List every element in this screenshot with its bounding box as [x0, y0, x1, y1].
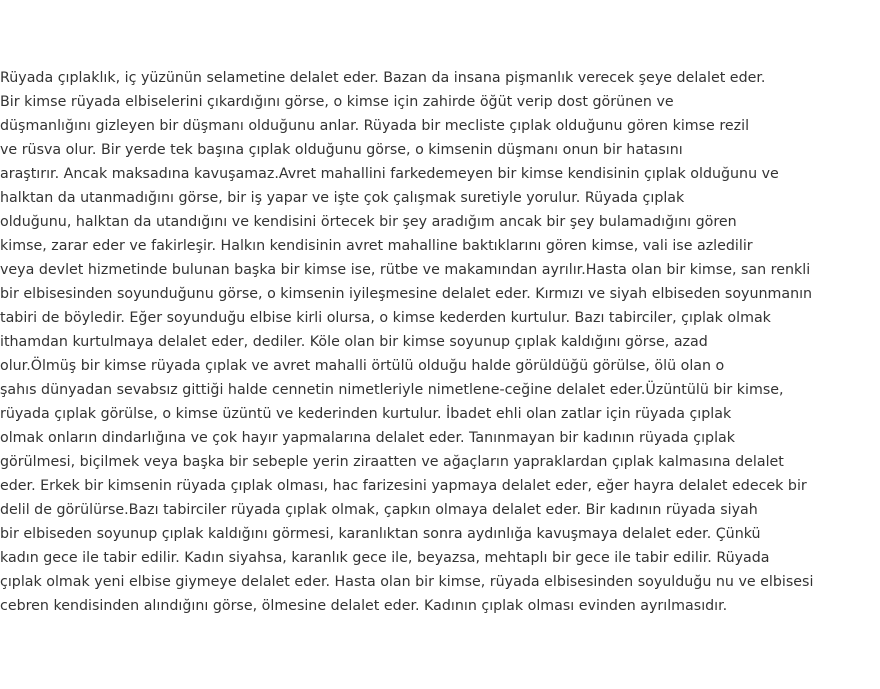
text-line: düşmanlığını gizleyen bir düşmanı olduğunu anlar. Rüyada bir mecliste çıplak olduğunu gören kimse rezil — [0, 118, 750, 134]
text-line: olduğunu, halktan da utandığını ve kendisini örtecek bir şey aradığım ancak bir şey bulamadığını gören — [0, 214, 737, 230]
text-line: Rüyada çıplaklık, iç yüzünün selametine delalet eder. Bazan da insana pişmanlık verecek şeye delalet eder. — [0, 70, 766, 86]
text-line: şahıs dünyadan sevabsız gittiği halde cennetin nimetleriyle nimetlene-ceğine delalet eder.Üzüntülü bir kimse, — [0, 382, 784, 398]
text-line: araştırır. Ancak maksadına kavuşamaz.Avret mahallini farkedemeyen bir kimse kendisinin çıplak olduğunu ve — [0, 166, 779, 182]
text-line: görülmesi, biçilmek veya başka bir sebeple yerin ziraatten ve ağaçların yapraklardan çıplak kalmasına delalet — [0, 454, 784, 470]
text-line: ve rüsva olur. Bir yerde tek başına çıplak olduğunu görse, o kimsenin düşmanı onun bir hatasını — [0, 142, 683, 158]
text-line: eder. Erkek bir kimsenin rüyada çıplak olması, hac farizesini yapmaya delalet eder, eğer hayra delalet edecek bir — [0, 478, 807, 494]
text-line: tabiri de böyledir. Eğer soyunduğu elbise kirli olursa, o kimse kederden kurtulur. Bazı tabirciler, çıplak olmak — [0, 310, 771, 326]
text-line: çıplak olmak yeni elbise giymeye delalet eder. Hasta olan bir kimse, rüyada elbisesinden soyulduğu nu ve elbisesi — [0, 574, 814, 590]
article-body — [0, 66, 880, 618]
text-line: rüyada çıplak görülse, o kimse üzüntü ve kederinden kurtulur. İbadet ehli olan zatlar için rüyada çıplak — [0, 406, 732, 422]
text-line: delil de görülürse.Bazı tabirciler rüyada çıplak olmak, çapkın olmaya delalet eder. Bir kadının rüyada siyah — [0, 502, 758, 518]
text-line: bir elbiseden soyunup çıplak kaldığını görmesi, karanlıktan sonra aydınlığa kavuşmaya delalet eder. Çünkü — [0, 526, 761, 542]
text-line: kimse, zarar eder ve fakirleşir. Halkın kendisinin avret mahalline baktıklarını gören kimse, vali ise azledilir — [0, 238, 753, 254]
text-line: veya devlet hizmetinde bulunan başka bir kimse ise, rütbe ve makamından ayrılır.Hasta olan bir kimse, san renkli — [0, 262, 811, 278]
text-line: Bir kimse rüyada elbiselerini çıkardığını görse, o kimse için zahirde öğüt verip dost görünen ve — [0, 94, 674, 110]
text-line: olur.Ölmüş bir kimse rüyada çıplak ve avret mahalli örtülü olduğu halde görüldüğü görülse, ölü olan o — [0, 358, 725, 374]
text-line: kadın gece ile tabir edilir. Kadın siyahsa, karanlık gece ile, beyazsa, mehtaplı bir gece ile tabir edilir. Rüyada — [0, 550, 770, 566]
text-line: halktan da utanmadığını görse, bir iş yapar ve işte çok çalışmak suretiyle yorulur. Rüyada çıplak — [0, 190, 685, 206]
text-line: cebren kendisinden alındığını görse, ölmesine delalet eder. Kadının çıplak olması evinden ayrılmasıdır. — [0, 598, 728, 614]
text-line: olmak onların dindarlığına ve çok hayır yapmalarına delalet eder. Tanınmayan bir kadının rüyada çıplak — [0, 430, 736, 446]
text-line: bir elbisesinden soyunduğunu görse, o kimsenin iyileşmesine delalet eder. Kırmızı ve siyah elbiseden soyunmanın — [0, 286, 813, 302]
text-line: ithamdan kurtulmaya delalet eder, dediler. Köle olan bir kimse soyunup çıplak kaldığını görse, azad — [0, 334, 708, 350]
